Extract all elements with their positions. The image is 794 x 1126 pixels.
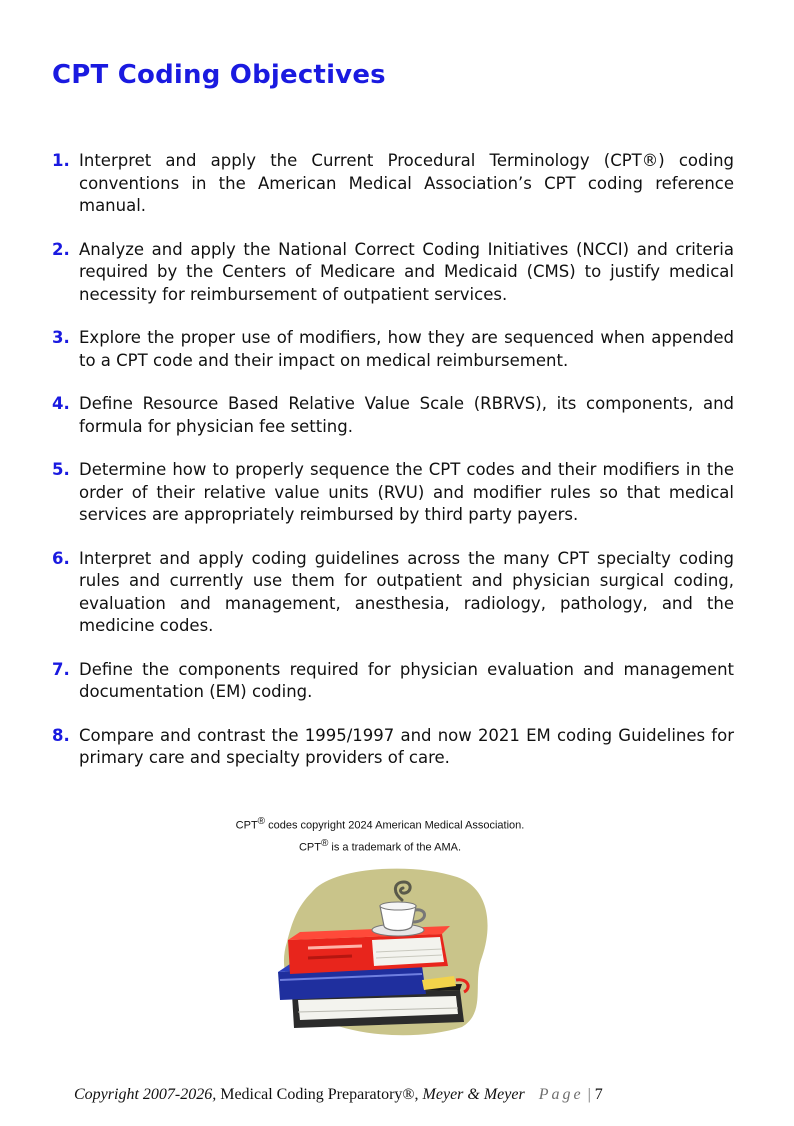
- objective-item: [52, 459, 734, 527]
- copyright-notice-text: codes copyright 2024 American Medical Association.: [265, 819, 525, 832]
- objective-number: 4.: [52, 394, 70, 413]
- objective-item: [52, 659, 734, 704]
- footer-authors: Meyer & Meyer: [418, 1086, 525, 1103]
- objective-item: [52, 725, 734, 770]
- books-coffee-icon: [272, 862, 494, 1042]
- footer-publisher: Medical Coding Preparatory®,: [216, 1086, 419, 1103]
- footer-page-label: Page: [538, 1086, 584, 1103]
- cpt-copyright-notice: [180, 816, 580, 832]
- objective-text: Compare and contrast the 1995/1997 and now 2021 EM coding Guidelines for primary care and specialty providers of care.: [79, 725, 734, 767]
- footer-copyright-years: Copyright 2007-2026,: [74, 1086, 217, 1103]
- objective-text: Determine how to properly sequence the CPT codes and their modifiers in the order of their relative value units (RVU) and modifier rules so that medical services are appropriately reimbursed by third party payers.: [79, 460, 734, 524]
- objective-text: Define Resource Based Relative Value Scale (RBRVS), its components, and formula for physician fee setting.: [79, 394, 734, 436]
- trademark-notice-text: is a trademark of the AMA.: [328, 841, 462, 854]
- footer-separator: |: [583, 1086, 595, 1103]
- objective-number: 8.: [52, 725, 70, 745]
- objective-number: 6.: [52, 548, 70, 568]
- objectives-list: [52, 150, 734, 770]
- objective-number: 3.: [52, 328, 70, 347]
- objective-item: [52, 548, 734, 638]
- red-book: [288, 926, 450, 974]
- objective-item: [52, 327, 734, 372]
- footer-page-number: 7: [594, 1086, 603, 1103]
- registered-mark: ®: [320, 838, 329, 849]
- objective-item: [52, 150, 734, 218]
- objective-number: 5.: [52, 460, 70, 479]
- registered-mark: ®: [257, 816, 266, 827]
- objective-number: 7.: [52, 659, 70, 679]
- cpt-abbrev: CPT: [235, 819, 258, 832]
- objective-text: Interpret and apply coding guidelines across the many CPT specialty coding rules and currently use them for outpatient and physician surgical coding, evaluation and management, anesthesia, radiology, pathology, and the medicine codes.: [79, 548, 734, 635]
- page-title: CPT Coding Objectives: [52, 60, 386, 90]
- objective-text: Explore the proper use of modifiers, how they are sequenced when appended to a CPT code and their impact on medical reimbursement.: [79, 328, 734, 370]
- page-footer: [74, 1086, 603, 1104]
- objective-number: 2.: [52, 239, 70, 259]
- objective-text: Analyze and apply the National Correct Coding Initiatives (NCCI) and criteria required by the Centers of Medicare and Medicaid (CMS) to justify medical necessity for reimbursement of outpatient services.: [79, 239, 734, 304]
- objective-number: 1.: [52, 151, 70, 170]
- objective-text: Define the components required for physician evaluation and management documentation (EM) coding.: [79, 659, 734, 701]
- objective-item: [52, 239, 734, 307]
- objective-text: Interpret and apply the Current Procedural Terminology (CPT®) coding conventions in the American Medical Association’s CPT coding reference manual.: [79, 151, 734, 215]
- cpt-trademark-notice: [180, 838, 580, 854]
- objective-item: [52, 393, 734, 438]
- cpt-abbrev: CPT: [298, 841, 321, 854]
